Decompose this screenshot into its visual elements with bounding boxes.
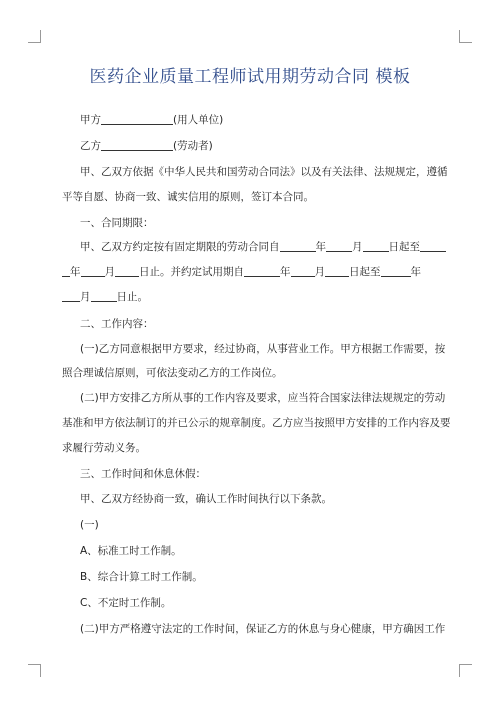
trial-period-text: 并约定试用期自 <box>170 266 244 278</box>
day-from-label: 日起至 <box>349 266 381 278</box>
year-label: 年 <box>70 266 81 278</box>
work-hours-option-a: A、标准工时工作制。 <box>80 545 182 557</box>
end-year-blank-cont[interactable] <box>62 266 70 277</box>
party-b-label: 乙方 <box>80 140 101 152</box>
section2-p1-line2: 照合理诚信原则，可依法变动乙方的工作岗位。 <box>62 367 283 379</box>
party-a-note: (用人单位) <box>173 114 224 126</box>
section2-heading: 二、工作内容： <box>80 318 154 330</box>
month-label: 月 <box>352 241 363 253</box>
crop-mark-top-right <box>459 30 472 43</box>
end-month-blank[interactable] <box>81 266 105 277</box>
month-label: 月 <box>104 266 115 278</box>
intro-line-2: 平等自愿、协商一致、诚实信用的原则，签订本合同。 <box>62 191 314 203</box>
end-year-blank[interactable] <box>420 241 446 252</box>
trial-end-month-blank[interactable] <box>62 291 80 302</box>
party-a-label: 甲方 <box>80 114 101 126</box>
trial-start-month-blank[interactable] <box>291 266 315 277</box>
party-b-note: (劳动者) <box>173 140 213 152</box>
party-b-blank[interactable] <box>101 140 173 151</box>
trial-end-day-blank[interactable] <box>91 291 117 302</box>
work-hours-option-c: C、不定时工作制。 <box>80 597 172 609</box>
party-a-line <box>80 113 442 127</box>
party-a-blank[interactable] <box>101 114 173 125</box>
section2-p2-line3: 求履行劳动义务。 <box>62 442 146 454</box>
intro-line-1: 甲、乙双方依据《中华人民共和国劳动合同法》以及有关法律、法规规定，遵循 <box>80 166 448 178</box>
day-from-label: 日起至 <box>388 241 420 253</box>
start-year-blank[interactable] <box>280 241 316 252</box>
start-day-blank[interactable] <box>363 241 389 252</box>
trial-start-day-blank[interactable] <box>325 266 349 277</box>
day-end-label: 日止。 <box>116 291 148 303</box>
start-month-blank[interactable] <box>326 241 352 252</box>
contract-term-line-1 <box>80 240 442 254</box>
end-day-blank[interactable] <box>115 266 139 277</box>
section3-item1: (一) <box>80 519 99 531</box>
year-label: 年 <box>410 266 421 278</box>
section2-p2-line2: 基准和甲方依法制订的并已公示的规章制度。乙方应当按照甲方安排的工作内容及要 <box>62 417 451 429</box>
crop-mark-bottom-left <box>28 664 41 677</box>
year-label: 年 <box>315 241 326 253</box>
trial-end-year-blank[interactable] <box>381 266 411 277</box>
document-title: 医药企业质量工程师试用期劳动合同 模板 <box>89 67 411 87</box>
contract-term-line-2 <box>62 265 442 279</box>
contract-term-text: 甲、乙双方约定按有固定期限的劳动合同自 <box>80 241 280 253</box>
section2-p1-line1: (一)乙方同意根据甲方要求，经过协商，从事营业工作。甲方根据工作需要，按 <box>80 343 446 355</box>
party-b-line <box>80 139 442 153</box>
crop-mark-top-left <box>28 30 41 43</box>
month-label: 月 <box>314 266 325 278</box>
section3-intro: 甲、乙双方经协商一致，确认工作时间执行以下条款。 <box>80 493 332 505</box>
section2-p2-line1: (二)甲方安排乙方所从事的工作内容及要求，应当符合国家法律法规规定的劳动 <box>80 392 446 404</box>
section3-item2: (二)甲方严格遵守法定的工作时间，保证乙方的休息与身心健康，甲方确因工作 <box>80 623 446 635</box>
contract-term-line-3 <box>62 290 442 304</box>
year-label: 年 <box>280 266 291 278</box>
work-hours-option-b: B、综合计算工时工作制。 <box>80 571 203 583</box>
section3-heading: 三、工作时间和休息休假： <box>80 468 206 480</box>
crop-mark-bottom-right <box>459 664 472 677</box>
month-label: 月 <box>80 291 91 303</box>
trial-start-year-blank[interactable] <box>244 266 280 277</box>
day-end-label: 日止。 <box>139 266 171 278</box>
section1-heading: 一、合同期限： <box>80 217 154 229</box>
